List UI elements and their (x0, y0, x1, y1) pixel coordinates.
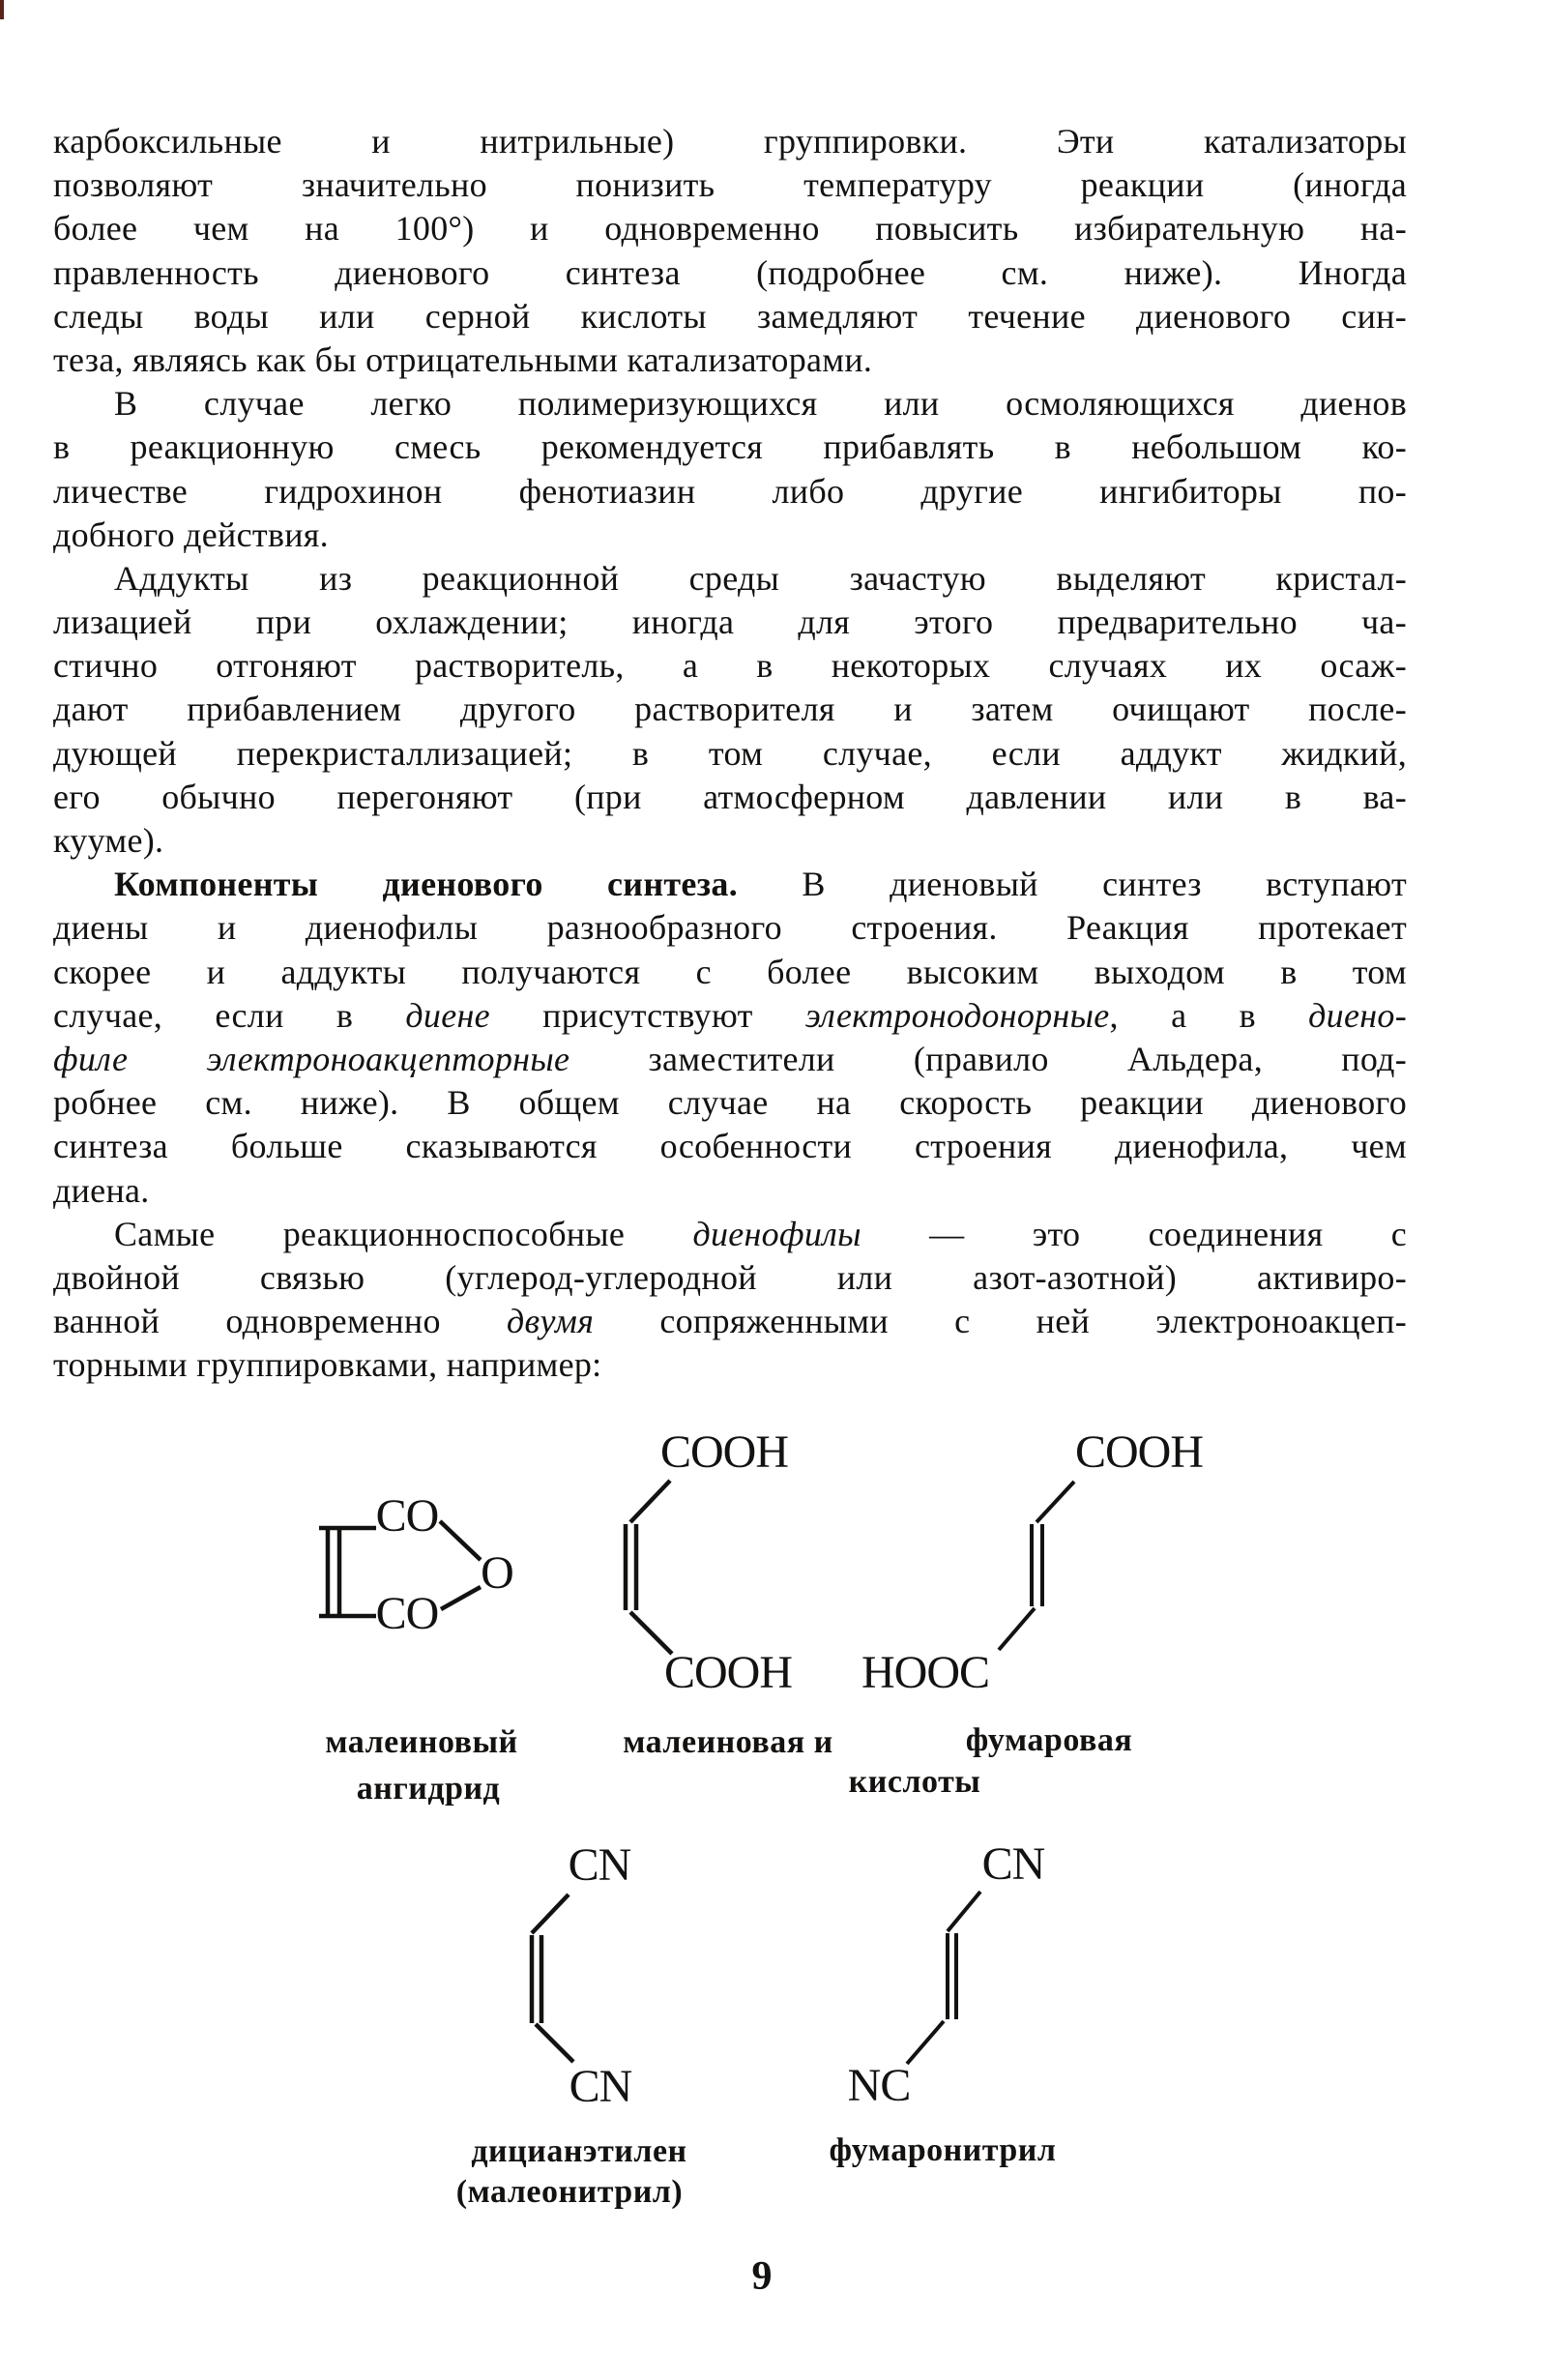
body-line (53, 470, 1407, 514)
body-line (53, 644, 1407, 688)
caption-fumaric-acid: фумаровая (965, 1722, 1133, 1758)
body-run: торными группировками, например: (53, 1345, 602, 1385)
body-line (53, 819, 1407, 863)
body-run: диенофилы (692, 1214, 861, 1253)
body-line (53, 906, 1407, 950)
atom-label-cooh-top-fumaric: COOH (1074, 1426, 1204, 1478)
body-line (53, 994, 1407, 1038)
body-run: дают прибавлением другого растворителя и затем очищают после- (53, 690, 1407, 729)
body-line (53, 776, 1407, 819)
body-run: ванной одновременно (53, 1302, 507, 1341)
body-run: филе электроноакцепторные (53, 1039, 570, 1078)
atom-label-cn-top-fumaronitrile: CN (981, 1838, 1045, 1890)
caption-maleic-anhydride-line2: ангидрид (356, 1771, 501, 1807)
bond-line (532, 1895, 569, 1933)
body-run: следы воды или серной кислоты замедляют течение диенового син- (53, 296, 1407, 336)
fumaronitrile-structure (907, 1892, 980, 2064)
body-run: Компоненты диенового синтеза. (114, 865, 739, 904)
maleic-acid-structure (626, 1481, 672, 1654)
body-run: двумя (507, 1302, 595, 1341)
scan-edge-artifact (0, 0, 4, 19)
body-line (53, 1125, 1407, 1168)
atom-label-cn-top: CN (568, 1839, 631, 1891)
body-run: в реакционную смесь рекомендуется прибавлять в небольшом ко- (53, 427, 1407, 467)
bond-line (441, 1587, 481, 1609)
caption-maleonitrile-line1: дицианэтилен (471, 2133, 687, 2169)
body-run: кууме). (53, 821, 164, 860)
atom-label-cooh-bottom: COOH (663, 1647, 793, 1698)
body-line (53, 1256, 1407, 1300)
body-run: лизацией при охлаждении; иногда для этого предварительно ча- (53, 602, 1407, 642)
body-run: стично отгоняют растворитель, а в некоторых случаях их осаж- (53, 646, 1407, 686)
body-run: позволяют значительно понизить температуру реакции (иногда (53, 165, 1407, 205)
body-run: правленность диенового синтеза (подробнее см. ниже). Иногда (53, 252, 1407, 292)
bond-line (1036, 1482, 1074, 1522)
caption-maleic-anhydride-line1: малеиновый (325, 1724, 518, 1760)
caption-maleic-acid: малеиновая и (623, 1724, 833, 1760)
body-run: случае, если в (53, 995, 406, 1035)
body-run: его обычно перегоняют (при атмосферном давлении или в ва- (53, 777, 1407, 816)
body-line (53, 951, 1407, 994)
body-line (53, 1343, 1407, 1387)
body-line (53, 732, 1407, 776)
body-line (53, 1169, 1407, 1213)
bond-line (948, 1892, 980, 1931)
body-run: диены и диенофилы разнообразного строения. Реакция протекает (53, 908, 1407, 948)
body-line (53, 426, 1407, 469)
atom-label-o: O (481, 1547, 513, 1599)
body-line (53, 688, 1407, 731)
body-run: заместители (правило Альдера, под- (569, 1039, 1407, 1078)
atom-label-cn-bottom: CN (569, 2061, 632, 2112)
bond-line (630, 1481, 670, 1522)
body-run: более чем на 100°) и одновременно повысить избирательную на- (53, 209, 1407, 249)
body-line (53, 251, 1407, 295)
body-line (53, 1213, 1407, 1256)
body-run: диена. (53, 1170, 150, 1210)
body-run: — это соединения с (861, 1214, 1407, 1253)
body-run: добного действия. (53, 514, 329, 554)
body-run: скорее и аддукты получаются с более высоким выходом в том (53, 952, 1407, 991)
body-run: дующей перекристаллизацией; в том случае, если аддукт жидкий, (53, 733, 1407, 773)
bond-line (999, 1608, 1035, 1650)
body-line (53, 1300, 1407, 1343)
body-run: карбоксильные и нитрильные) группировки. Эти катализаторы (53, 122, 1407, 161)
page-number: 9 (751, 2254, 773, 2299)
maleonitrile-structure (532, 1895, 573, 2062)
body-line (53, 120, 1407, 163)
body-run: , а в (1109, 995, 1309, 1035)
body-run: теза, являясь как бы отрицательными катализаторами. (53, 339, 873, 379)
body-line (53, 557, 1407, 601)
atom-label-cooh-top: COOH (659, 1426, 789, 1478)
bond-line (440, 1521, 481, 1560)
body-line (53, 1038, 1407, 1081)
caption-maleonitrile-line2: (малеонитрил) (455, 2174, 684, 2210)
body-line (53, 207, 1407, 250)
body-run: робнее см. ниже). В общем случае на скорость реакции диенового (53, 1083, 1407, 1123)
body-run: сопряженными с ней электроноакцеп- (594, 1302, 1407, 1341)
body-run: Самые реакционноспособные (114, 1214, 693, 1253)
body-text (53, 120, 1407, 1387)
body-run: В случае легко полимеризующихся или осмоляющихся диенов (114, 384, 1407, 424)
body-run: диено- (1308, 995, 1407, 1035)
body-line (53, 514, 1407, 557)
caption-fumaronitrile: фумаронитрил (829, 2132, 1057, 2168)
body-run: диене (405, 995, 490, 1035)
body-run: двойной связью (углерод-углеродной или азот-азотной) активиро- (53, 1257, 1407, 1297)
body-line (53, 601, 1407, 644)
atom-label-nc-bottom: NC (847, 2060, 911, 2111)
bond-line (907, 2021, 944, 2064)
body-line (53, 338, 1407, 382)
body-line (53, 1081, 1407, 1125)
fumaric-acid-structure (999, 1482, 1074, 1650)
body-line (53, 382, 1407, 426)
body-run: личестве гидрохинон фенотиазин либо другие ингибиторы по- (53, 471, 1407, 511)
body-run: В диеновый синтез вступают (738, 865, 1407, 904)
atom-label-co-bottom: CO (375, 1588, 439, 1639)
atom-label-hooc-bottom: HOOC (861, 1647, 990, 1698)
body-run: синтеза больше сказываются особенности строения диенофила, чем (53, 1127, 1407, 1166)
bond-line (536, 2024, 573, 2062)
body-run: присутствуют (489, 995, 805, 1035)
body-line (53, 163, 1407, 207)
structures-figure (0, 1393, 1547, 2380)
body-line (53, 863, 1407, 906)
caption-acids-shared: кислоты (848, 1764, 981, 1800)
body-line (53, 295, 1407, 338)
atom-label-co-top: CO (375, 1490, 439, 1542)
body-run: электронодонорные (804, 995, 1110, 1035)
body-run: Аддукты из реакционной среды зачастую выделяют кристал- (114, 558, 1407, 598)
